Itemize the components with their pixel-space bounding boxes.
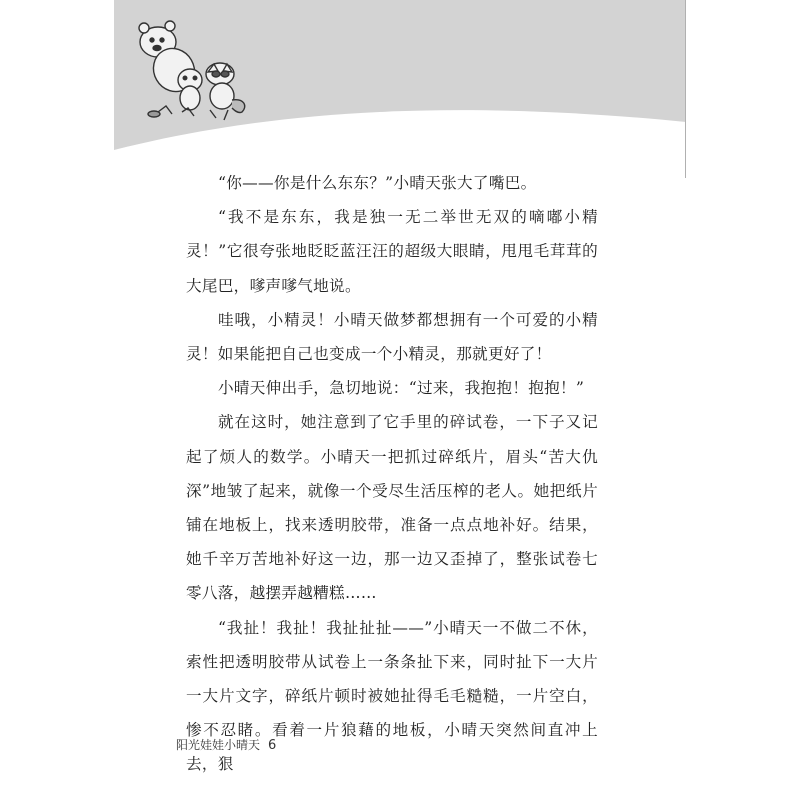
story-paragraph: “我扯！我扯！我扯扯扯——”小晴天一不做二不休，索性把透明胶带从试卷上一条条扯下来，同时扯下一大片一大片文字，碎纸片顿时被她扯得毛毛糙糙，一片空白，惨不忍睹。看着一片狼藉的地板，小晴天突然间直冲上去，狠	[186, 618, 598, 774]
series-title: 阳光娃娃小晴天	[176, 738, 261, 752]
story-paragraph: 小晴天伸出手，急切地说：“过来，我抱抱！抱抱！”	[217, 379, 585, 398]
story-paragraph: 就在这时，她注意到了它手里的碎试卷，一下子又记起了烦人的数学。小晴天一把抓过碎纸片，眉头“苦大仇深”地皱了起来，就像一个受尽生活压榨的老人。她把纸片铺在地板上，找来透明胶带，准备一点点地补好。结果，她千辛万苦地补好这一边，那一边又歪掉了，整张试卷七零八落，越摆弄越糟糕……	[186, 413, 598, 603]
page-number: 6	[268, 738, 277, 753]
cartoon-animals-illustration	[128, 14, 252, 126]
story-paragraph: “我不是东东，我是独一无二举世无双的嘀嘟小精灵！”它很夸张地眨眨蓝汪汪的超级大眼睛，甩甩毛茸茸的大尾巴，嗲声嗲气地说。	[186, 208, 598, 295]
page-footer	[176, 736, 276, 753]
story-body	[186, 166, 598, 782]
header-divider	[685, 0, 686, 178]
story-paragraph: “你——你是什么东东？”小晴天张大了嘴巴。	[217, 174, 537, 192]
story-paragraph: 哇哦，小精灵！小晴天做梦都想拥有一个可爱的小精灵！如果能把自己也变成一个小精灵，那就更好了！	[186, 310, 598, 364]
